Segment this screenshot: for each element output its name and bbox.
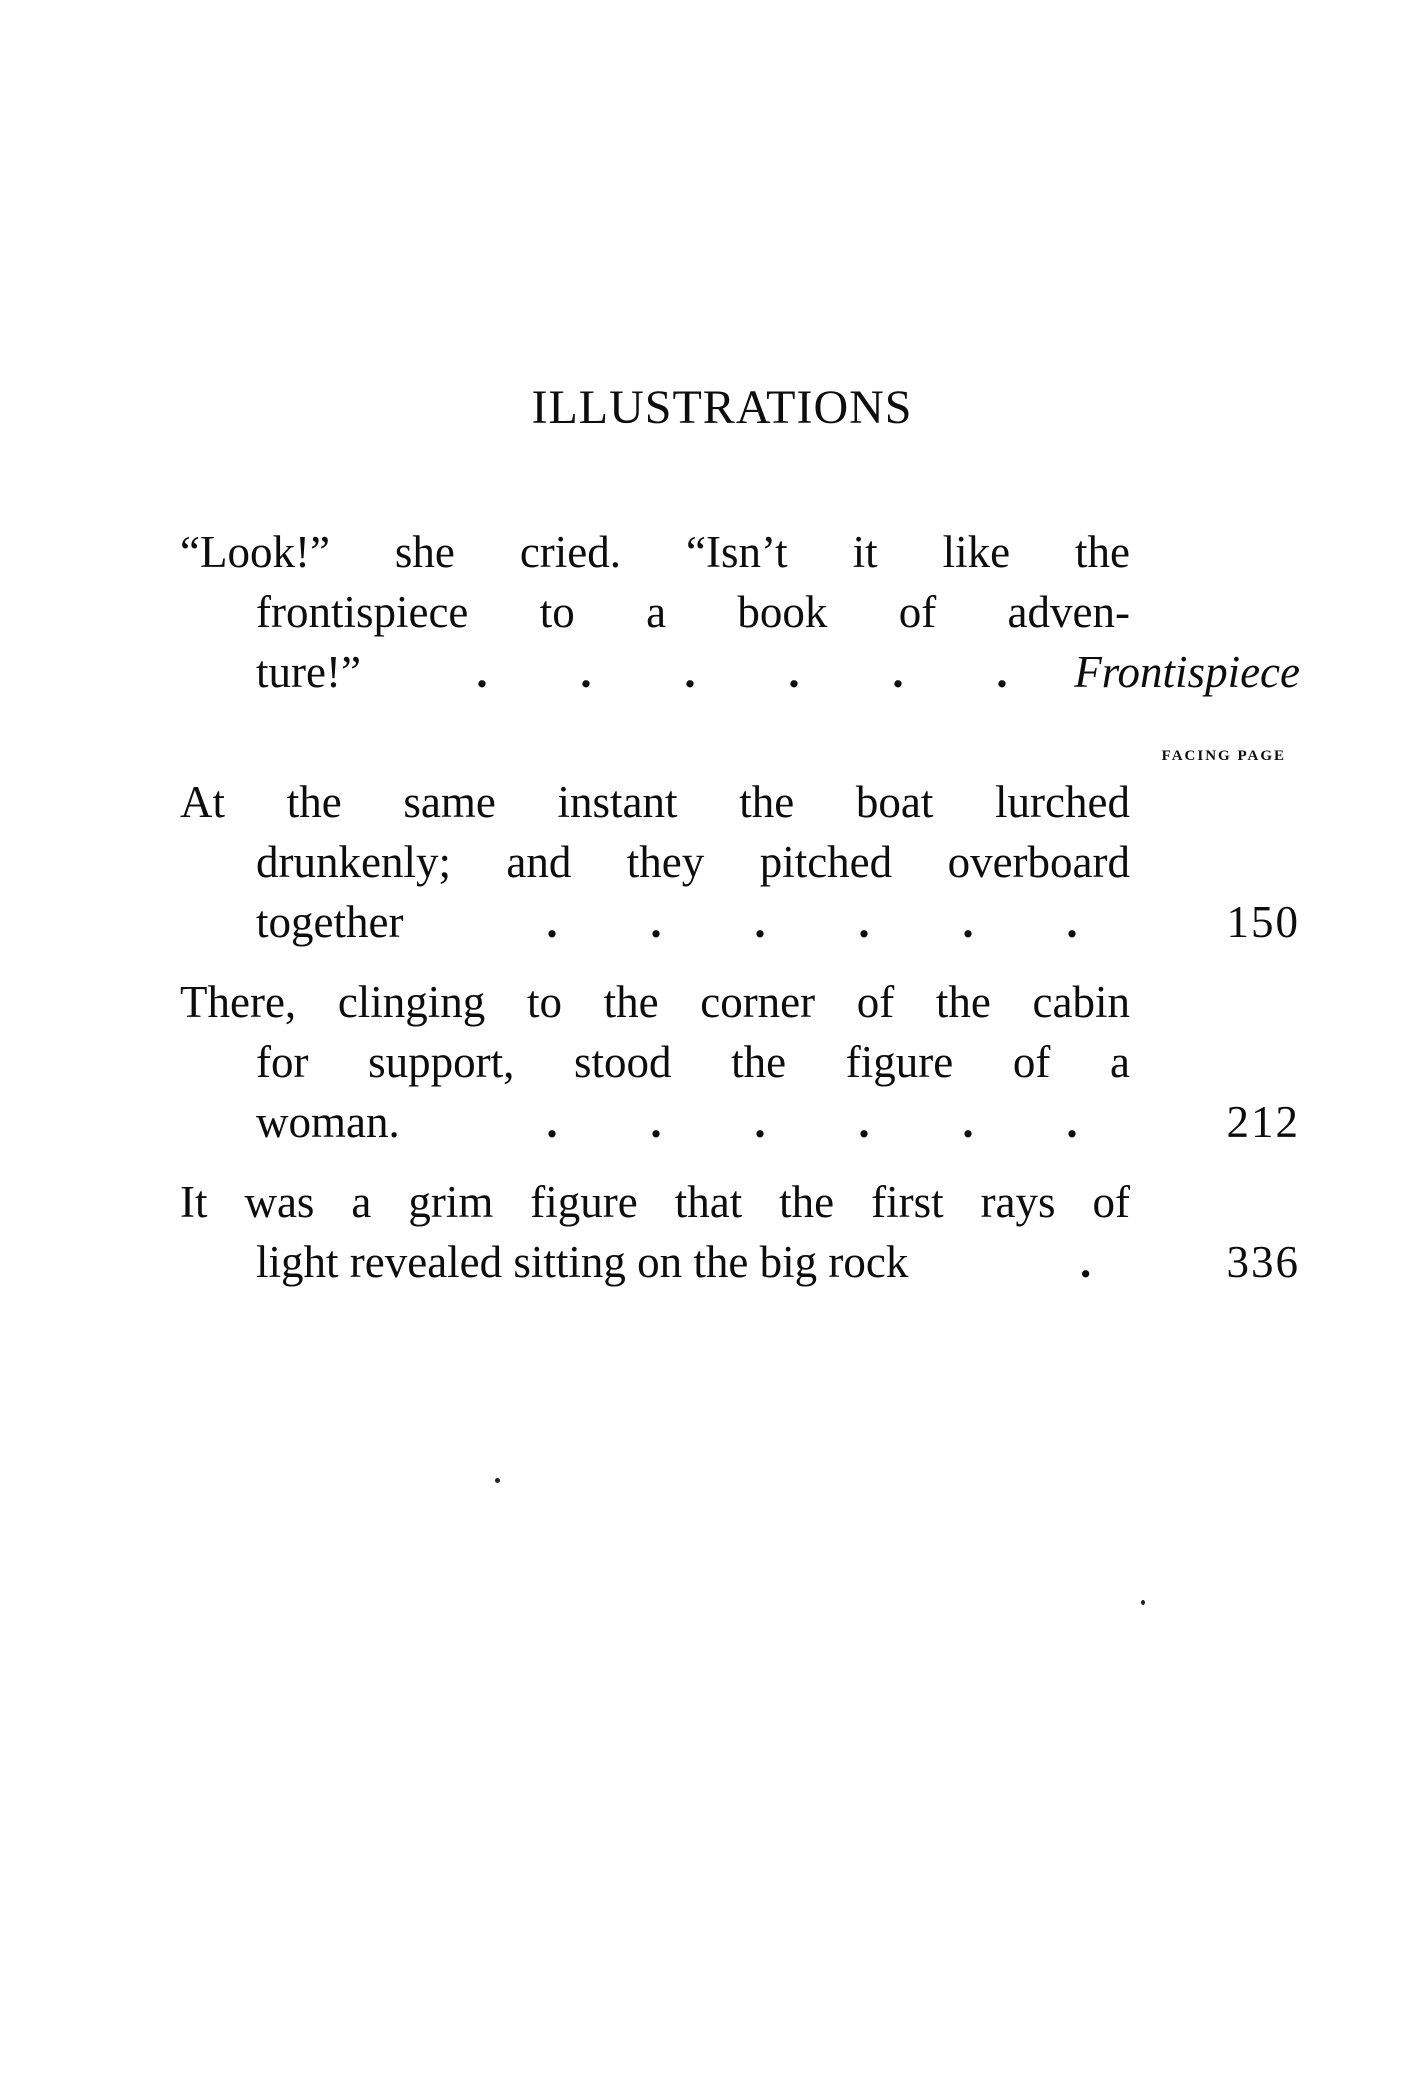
entry-caption-line: ture!” <box>256 647 361 697</box>
list-item <box>180 1172 1300 1292</box>
entry-last-line <box>180 1232 1300 1292</box>
page-ref: 150 <box>1226 897 1300 947</box>
dot-leader: . <box>1080 1237 1092 1287</box>
ink-speck <box>1141 1600 1145 1605</box>
list-item <box>180 972 1300 1152</box>
entry-caption-line: frontispiece to a book of adven- <box>256 587 1130 637</box>
page-ref: Frontispiece <box>1074 647 1300 697</box>
entry-last-line <box>180 642 1300 702</box>
list-item <box>180 522 1300 702</box>
entry-caption-line: It was a grim figure that the first rays of <box>180 1177 1130 1227</box>
entry-caption-line: At the same instant the boat lurched <box>180 777 1130 827</box>
facing-page-label: FACING PAGE <box>1161 748 1286 764</box>
page-ref: 336 <box>1226 1237 1300 1287</box>
entry-caption-line: light revealed sitting on the big rock <box>256 1237 909 1287</box>
entry-caption-line: together <box>256 897 404 947</box>
list-item <box>180 772 1300 952</box>
entry-caption-line: There, clinging to the corner of the cabin <box>180 977 1130 1027</box>
entry-caption-line: woman <box>256 1097 389 1147</box>
dot-leader: . . . . . . <box>546 897 1078 947</box>
entry-caption-line: “Look!” she cried. “Isn’t it like the <box>180 527 1130 577</box>
ink-speck <box>495 1478 500 1483</box>
entry-caption-line: drunkenly; and they pitched overboard <box>256 837 1130 887</box>
page-ref: 212 <box>1226 1097 1300 1147</box>
entry-caption-line: for support, stood the figure of a <box>256 1037 1130 1087</box>
page-title: ILLUSTRATIONS <box>531 381 913 434</box>
dot-leader: . . . . . . <box>476 647 1008 697</box>
dot-leader: . . . . . . <box>546 1097 1078 1147</box>
entry-last-line: woman. . . . . . . 212 <box>180 1092 1300 1152</box>
entry-last-line <box>180 892 1300 952</box>
